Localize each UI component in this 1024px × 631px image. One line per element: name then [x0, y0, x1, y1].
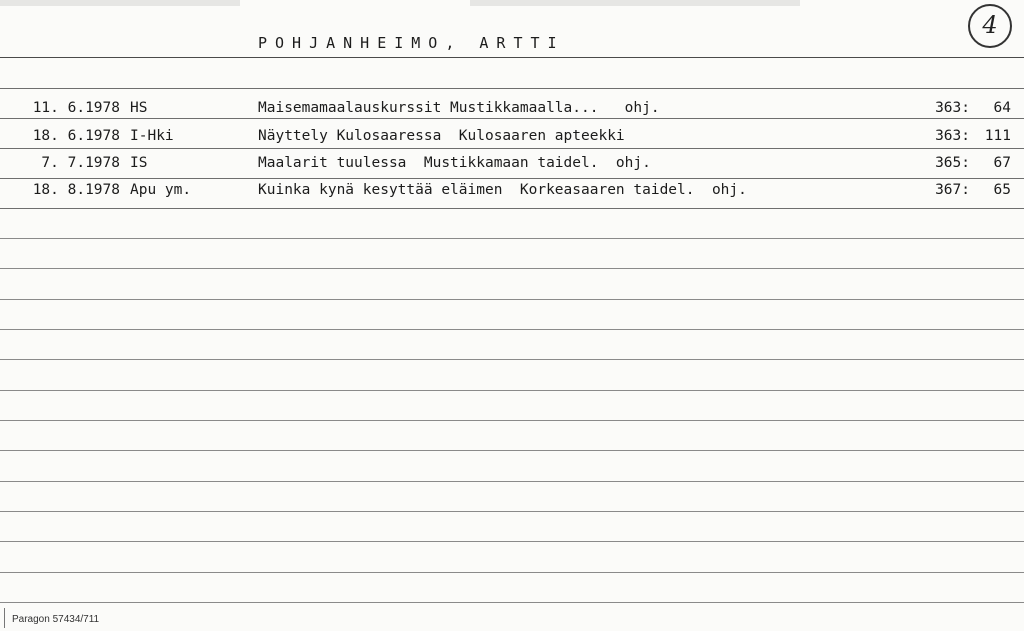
printer-imprint: Paragon 57434/711: [12, 614, 100, 625]
entry-source: IS: [130, 155, 148, 171]
entry-source: I-Hki: [130, 128, 174, 144]
entry-volume: 367:: [935, 182, 970, 198]
card-heading: POHJANHEIMO, ARTTI: [258, 34, 565, 52]
ruled-line: [0, 359, 1024, 360]
entry-volume: 363:: [935, 100, 970, 116]
card-entry: [0, 182, 1024, 206]
ruled-line: [0, 390, 1024, 391]
entry-title: Näyttely Kulosaaressa Kulosaaren apteekki: [258, 128, 625, 144]
card-entry: [0, 128, 1024, 152]
ruled-line: [0, 208, 1024, 209]
entry-page: 64: [993, 100, 1011, 116]
ruled-line: [0, 572, 1024, 573]
entry-source: HS: [130, 100, 148, 116]
ruled-line: [0, 511, 1024, 512]
entry-date: 11. 6.1978: [32, 100, 120, 116]
card-number: 4: [982, 11, 998, 39]
entry-page: 65: [993, 182, 1011, 198]
ruled-line: [0, 299, 1024, 300]
entry-title: Kuinka kynä kesyttää eläimen Korkeasaaren taidel. ohj.: [258, 182, 747, 198]
margin-tick: [4, 608, 5, 628]
card-entry: [0, 100, 1024, 124]
ruled-line: [0, 329, 1024, 330]
entry-page: 111: [984, 128, 1011, 144]
heading-rule: [0, 57, 1024, 58]
entry-title: Maisemamaalauskurssit Mustikkamaalla... ohj.: [258, 100, 660, 116]
ruled-line: [0, 268, 1024, 269]
entry-volume: 365:: [935, 155, 970, 171]
ruled-line: [0, 238, 1024, 239]
entry-date: 18. 8.1978: [32, 182, 120, 198]
ruled-line: [0, 481, 1024, 482]
entry-volume: 363:: [935, 128, 970, 144]
entry-date: 7. 7.1978: [41, 155, 120, 171]
card-entry: [0, 155, 1024, 179]
scan-edge-mark: [470, 0, 800, 6]
entry-date: 18. 6.1978: [32, 128, 120, 144]
card-number-circle: [968, 4, 1012, 48]
ruled-line: [0, 420, 1024, 421]
ruled-line: [0, 450, 1024, 451]
ruled-line: [0, 602, 1024, 603]
ruled-line: [0, 541, 1024, 542]
entry-title: Maalarit tuulessa Mustikkamaan taidel. ohj.: [258, 155, 651, 171]
scan-edge-mark: [0, 0, 240, 6]
ruled-line: [0, 88, 1024, 89]
entry-page: 67: [993, 155, 1011, 171]
entry-source: Apu ym.: [130, 182, 192, 198]
